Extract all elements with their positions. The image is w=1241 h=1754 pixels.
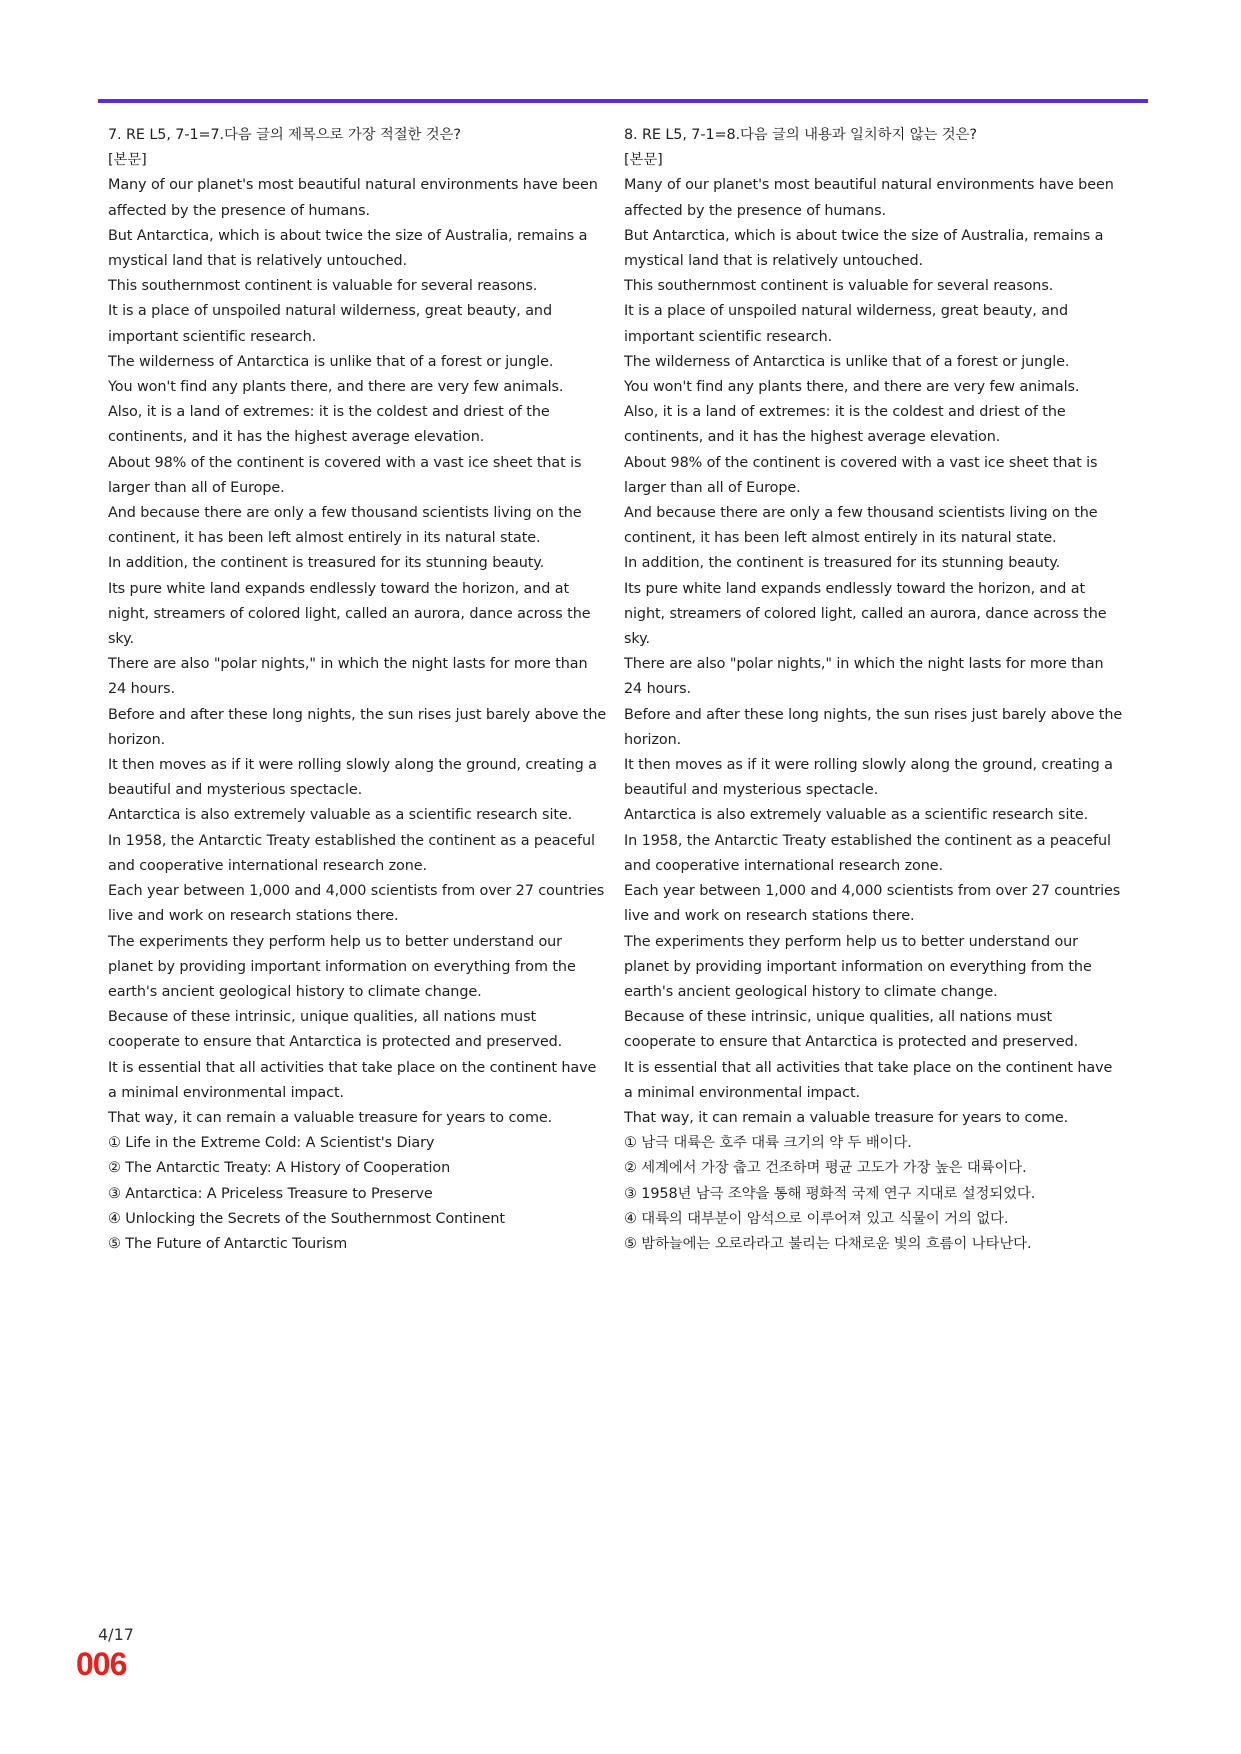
passage-sentence: And because there are only a few thousand scientists living on the continent, it has been left almost entirely in its natural state. — [624, 505, 1098, 547]
question-8-column — [624, 123, 1124, 1257]
passage-sentence: It is a place of unspoiled natural wilderness, great beauty, and important scientific research. — [624, 303, 1068, 345]
answer-option: ④ 대륙의 대부분이 암석으로 이루어져 있고 식물이 거의 없다. — [624, 1210, 1009, 1227]
passage-sentence: Because of these intrinsic, unique qualities, all nations must cooperate to ensure that Antarctica is protected and preserved. — [624, 1009, 1079, 1051]
answer-option: ③ Antarctica: A Priceless Treasure to Preserve — [108, 1185, 433, 1202]
passage-body — [108, 173, 608, 1131]
passage-sentence: Each year between 1,000 and 4,000 scientists from over 27 countries live and work on research stations there. — [108, 883, 605, 925]
passage-label: [본문] — [624, 152, 663, 169]
passage-sentence: About 98% of the continent is covered with a vast ice sheet that is larger than all of Europe. — [624, 454, 1098, 496]
passage-sentence: About 98% of the continent is covered with a vast ice sheet that is larger than all of Europe. — [108, 454, 582, 496]
passage-sentence: It is essential that all activities that take place on the continent have a minimal environmental impact. — [108, 1059, 597, 1101]
passage-sentence: It is a place of unspoiled natural wilderness, great beauty, and important scientific research. — [108, 303, 552, 345]
passage-sentence: Many of our planet's most beautiful natural environments have been affected by the presence of humans. — [624, 177, 1114, 219]
passage-sentence: Also, it is a land of extremes: it is the coldest and driest of the continents, and it has the highest average elevation. — [624, 404, 1066, 446]
answer-option: ① 남극 대륙은 호주 대륙 크기의 약 두 배이다. — [624, 1135, 912, 1152]
question-7-column — [108, 123, 608, 1257]
answer-option: ② 세계에서 가장 춥고 건조하며 평균 고도가 가장 높은 대륙이다. — [624, 1160, 1027, 1177]
answer-options — [108, 1131, 608, 1257]
passage-sentence: This southernmost continent is valuable for several reasons. — [624, 278, 1054, 295]
passage-sentence: It is essential that all activities that take place on the continent have a minimal environmental impact. — [624, 1059, 1113, 1101]
answer-option: ⑤ The Future of Antarctic Tourism — [108, 1235, 348, 1252]
answer-option: ② The Antarctic Treaty: A History of Cooperation — [108, 1160, 451, 1177]
passage-sentence: Each year between 1,000 and 4,000 scientists from over 27 countries live and work on research stations there. — [624, 883, 1121, 925]
passage-sentence: Also, it is a land of extremes: it is the coldest and driest of the continents, and it has the highest average elevation. — [108, 404, 550, 446]
passage-sentence: In 1958, the Antarctic Treaty established the continent as a peaceful and cooperative international research zone. — [624, 832, 1111, 874]
passage-sentence: Because of these intrinsic, unique qualities, all nations must cooperate to ensure that Antarctica is protected and preserved. — [108, 1009, 563, 1051]
passage-sentence: But Antarctica, which is about twice the size of Australia, remains a mystical land that is relatively untouched. — [108, 227, 588, 270]
passage-sentence: The experiments they perform help us to better understand our planet by providing important information on everything from the earth's ancient geological history to climate change. — [624, 933, 1092, 1000]
passage-sentence: You won't find any plants there, and there are very few animals. — [108, 379, 564, 396]
answer-option: ④ Unlocking the Secrets of the Southernmost Continent — [108, 1210, 505, 1227]
passage-sentence: It then moves as if it were rolling slowly along the ground, creating a beautiful and mysterious spectacle. — [108, 757, 597, 799]
passage-sentence: The wilderness of Antarctica is unlike that of a forest or jungle. — [624, 353, 1070, 370]
passage-sentence: And because there are only a few thousand scientists living on the continent, it has been left almost entirely in its natural state. — [108, 505, 582, 547]
passage-sentence: In addition, the continent is treasured for its stunning beauty. — [624, 555, 1061, 572]
passage-sentence: It then moves as if it were rolling slowly along the ground, creating a beautiful and mysterious spectacle. — [624, 757, 1113, 799]
answer-option: ③ 1958년 남극 조약을 통해 평화적 국제 연구 지대로 설정되었다. — [624, 1185, 1036, 1202]
answer-option: ⑤ 밤하늘에는 오로라라고 불리는 다채로운 빛의 흐름이 나타난다. — [624, 1235, 1032, 1252]
passage-sentence: You won't find any plants there, and there are very few animals. — [624, 379, 1080, 396]
passage-sentence: Its pure white land expands endlessly toward the horizon, and at night, streamers of colored light, called an aurora, dance across the sky. — [624, 580, 1107, 648]
answer-options — [624, 1131, 1124, 1257]
passage-sentence: But Antarctica, which is about twice the size of Australia, remains a mystical land that is relatively untouched. — [624, 227, 1104, 270]
passage-sentence: Before and after these long nights, the sun rises just barely above the horizon. — [624, 706, 1123, 748]
question-header: 7. RE L5, 7-1=7.다음 글의 제목으로 가장 적절한 것은? — [108, 127, 461, 143]
passage-sentence: Its pure white land expands endlessly toward the horizon, and at night, streamers of colored light, called an aurora, dance across the sky. — [108, 580, 591, 648]
question-header: 8. RE L5, 7-1=8.다음 글의 내용과 일치하지 않는 것은? — [624, 127, 977, 143]
passage-sentence: In addition, the continent is treasured for its stunning beauty. — [108, 555, 545, 572]
passage-sentence: There are also "polar nights," in which the night lasts for more than 24 hours. — [108, 656, 588, 698]
passage-sentence: That way, it can remain a valuable treasure for years to come. — [624, 1109, 1069, 1126]
passage-sentence: In 1958, the Antarctic Treaty established the continent as a peaceful and cooperative international research zone. — [108, 832, 595, 874]
passage-sentence: The wilderness of Antarctica is unlike that of a forest or jungle. — [108, 353, 554, 370]
page-code: 006 — [76, 1646, 127, 1682]
passage-sentence: There are also "polar nights," in which the night lasts for more than 24 hours. — [624, 656, 1104, 698]
passage-sentence: The experiments they perform help us to better understand our planet by providing important information on everything from the earth's ancient geological history to climate change. — [108, 933, 576, 1000]
page-number: 4/17 — [98, 1625, 134, 1644]
passage-sentence: Many of our planet's most beautiful natural environments have been affected by the presence of humans. — [108, 177, 598, 219]
answer-option: ① Life in the Extreme Cold: A Scientist's Diary — [108, 1135, 435, 1152]
passage-body — [624, 173, 1124, 1131]
passage-sentence: That way, it can remain a valuable treasure for years to come. — [108, 1109, 553, 1126]
passage-sentence: Before and after these long nights, the sun rises just barely above the horizon. — [108, 706, 607, 748]
passage-sentence: This southernmost continent is valuable for several reasons. — [108, 278, 538, 295]
passage-sentence: Antarctica is also extremely valuable as a scientific research site. — [624, 807, 1089, 824]
passage-sentence: Antarctica is also extremely valuable as a scientific research site. — [108, 807, 573, 824]
passage-label: [본문] — [108, 152, 147, 169]
header-divider — [98, 99, 1148, 103]
